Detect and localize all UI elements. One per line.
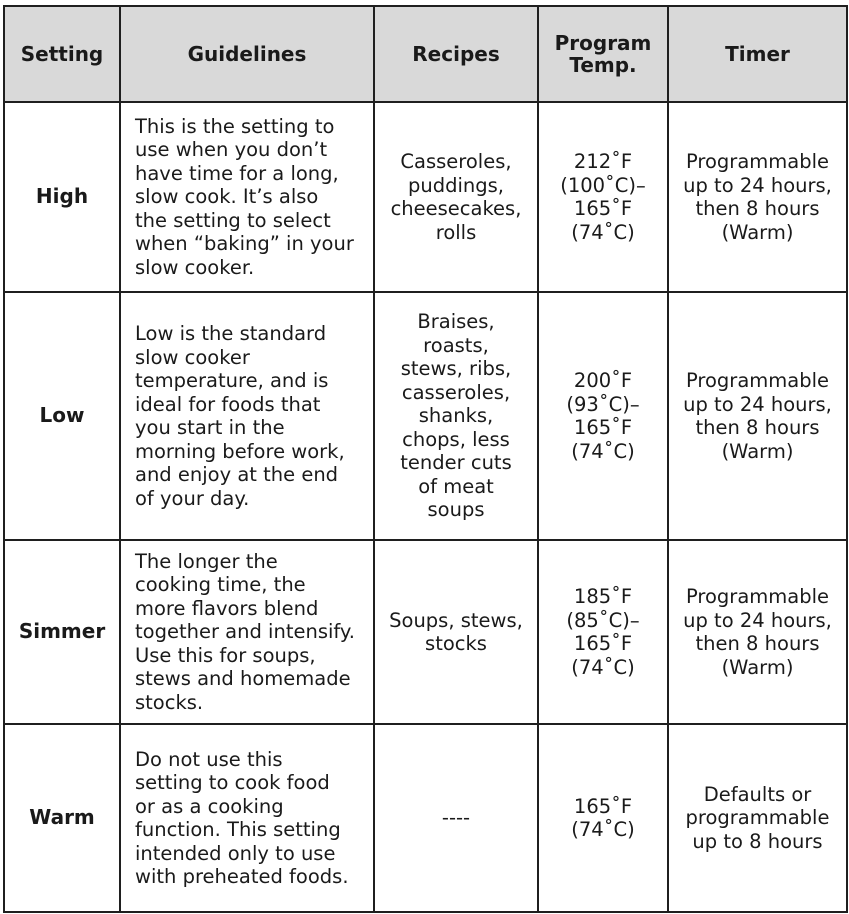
guidelines-cell: This is the setting to use when you don’t have time for a long, slow cook. It’s also the setting to select when “baking” in your slow cooker.	[120, 102, 374, 292]
setting-cell: Low	[4, 292, 120, 540]
guidelines-cell: Low is the standard slow cooker temperature, and is ideal for foods that you start in the morning before work, and enjoy at the end of your day.	[120, 292, 374, 540]
timer-cell: Programmable up to 24 hours, then 8 hours (Warm)	[668, 540, 847, 724]
table-row	[4, 540, 847, 724]
program-temp-cell: 165˚F (74˚C)	[538, 724, 668, 912]
program-temp-cell: 212˚F (100˚C)– 165˚F (74˚C)	[538, 102, 668, 292]
header-program-temp: Program Temp.	[538, 6, 668, 102]
timer-cell: Programmable up to 24 hours, then 8 hours (Warm)	[668, 292, 847, 540]
header-setting: Setting	[4, 6, 120, 102]
header-row	[4, 6, 847, 102]
table-row	[4, 102, 847, 292]
table-row	[4, 292, 847, 540]
header-timer: Timer	[668, 6, 847, 102]
setting-cell: High	[4, 102, 120, 292]
guidelines-cell: Do not use this setting to cook food or as a cooking function. This setting intended only to use with preheated foods.	[120, 724, 374, 912]
recipes-cell: Soups, stews, stocks	[374, 540, 538, 724]
header-recipes: Recipes	[374, 6, 538, 102]
header-guidelines: Guidelines	[120, 6, 374, 102]
slow-cooker-settings-table	[3, 5, 848, 913]
recipes-cell: Braises, roasts, stews, ribs, casseroles, shanks, chops, less tender cuts of meat soups	[374, 292, 538, 540]
timer-cell: Defaults or programmable up to 8 hours	[668, 724, 847, 912]
recipes-cell: ----	[374, 724, 538, 912]
table-row	[4, 724, 847, 912]
setting-cell: Warm	[4, 724, 120, 912]
program-temp-cell: 200˚F (93˚C)– 165˚F (74˚C)	[538, 292, 668, 540]
timer-cell: Programmable up to 24 hours, then 8 hours (Warm)	[668, 102, 847, 292]
guidelines-cell: The longer the cooking time, the more flavors blend together and intensify. Use this for soups, stews and homemade stocks.	[120, 540, 374, 724]
recipes-cell: Casseroles, puddings, cheesecakes, rolls	[374, 102, 538, 292]
program-temp-cell: 185˚F (85˚C)– 165˚F (74˚C)	[538, 540, 668, 724]
setting-cell: Simmer	[4, 540, 120, 724]
